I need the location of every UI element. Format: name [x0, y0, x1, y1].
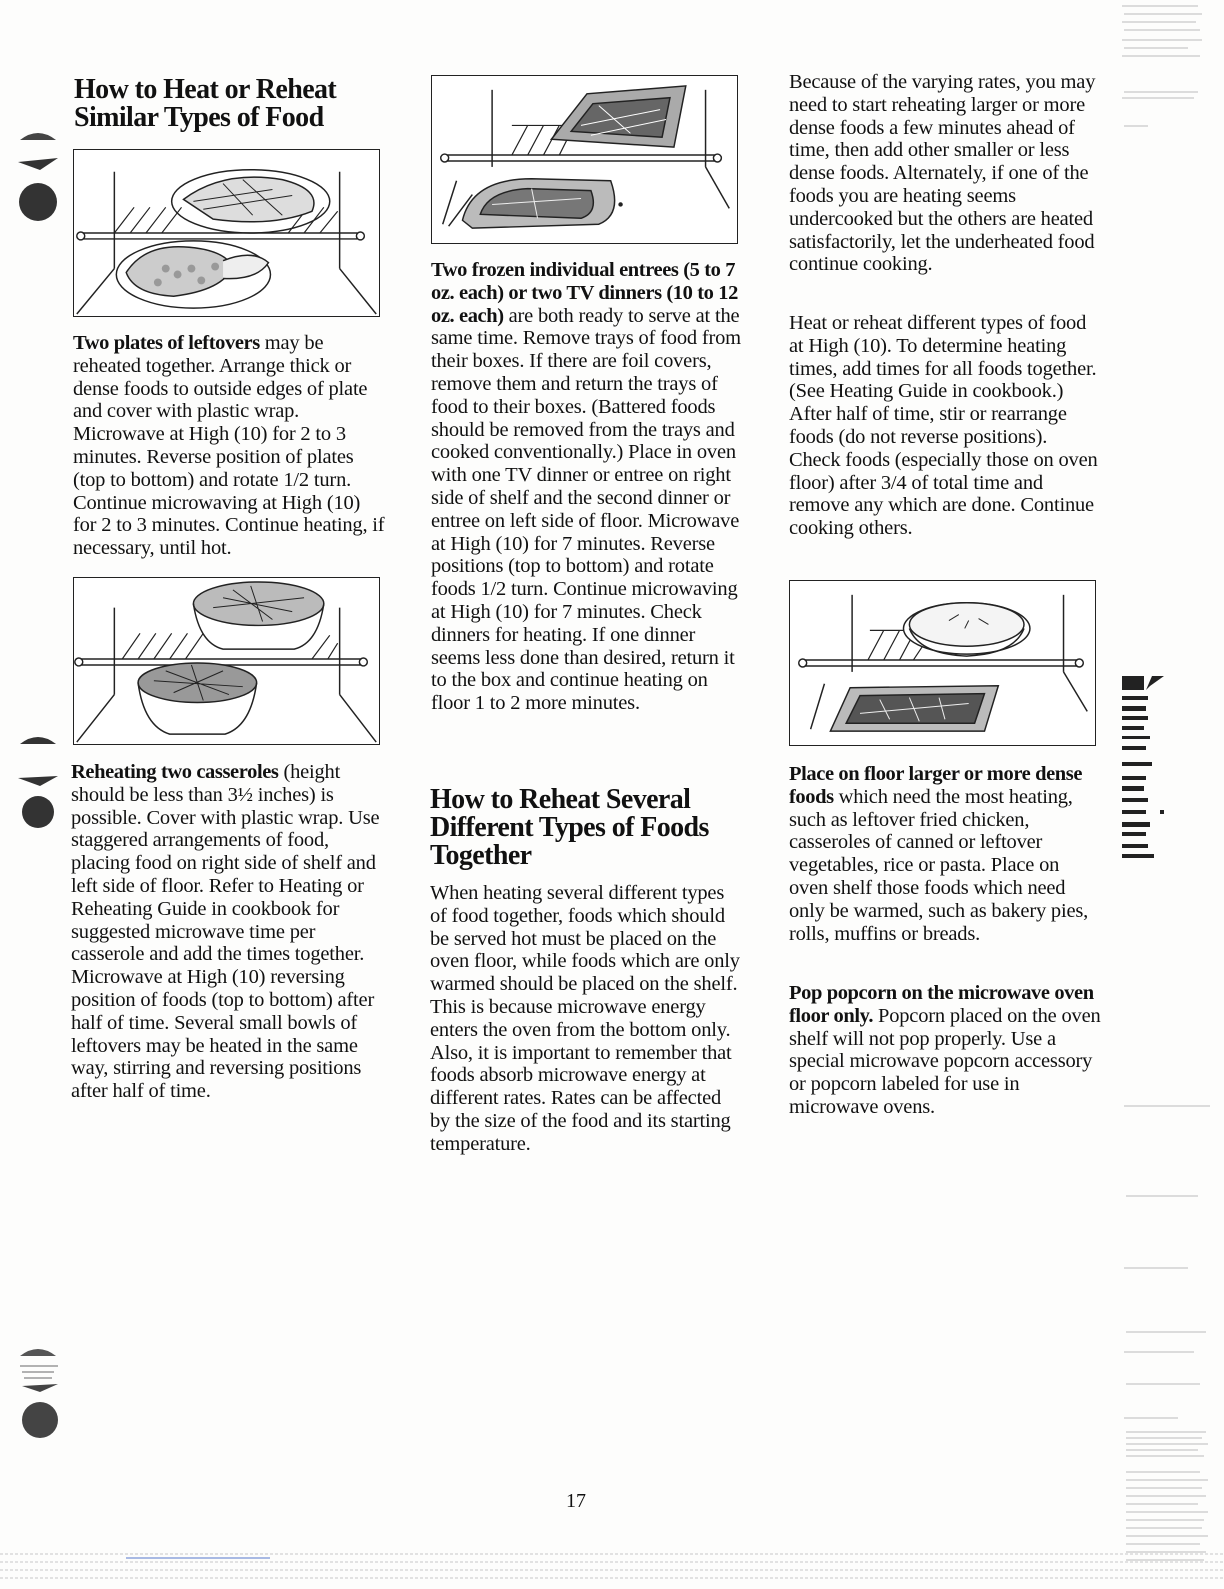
paragraph-two-casseroles: Reheating two casseroles (height should be less than 3½ inches) is possible. Cover with plastic wrap. Use staggered arrangements of food, placing food on right side of shelf and left side of floor. Refer to Heating or Reheating Guide in cookbook for suggested microwave time per casserole and add the times together. Microwave at High (10) reversing position of foods (top to bottom) after half of time. Several small bowls of leftovers may be heated in the same way, stirring and reversing positions after half of time. — [71, 761, 380, 1103]
right-edge-artifact-bottom — [1118, 1100, 1214, 1570]
binding-marks-bottom — [14, 1342, 64, 1442]
section-heading-similar-foods: How to Heat or Reheat Similar Types of Food — [74, 74, 337, 133]
illustration-tv-dinners — [431, 75, 738, 244]
paragraph-popcorn: Pop popcorn on the microwave oven floor only. Popcorn placed on the oven shelf will not pop properly. Use a special microwave popcorn accessory or popcorn labeled for use in microwave ovens. — [789, 982, 1101, 1118]
illustration-two-casseroles — [73, 577, 380, 745]
bottom-edge-artifact — [0, 1548, 1224, 1584]
paragraph-heat-different-types: Heat or reheat different types of food at High (10). To determine heating times, add times for all foods together. (See Heating Guide in cookbook.) After half of time, stir or rearrange foods (do not reverse positions). Check foods (especially those on oven floor) after 3/4 of total time and remove any which are done. Continue cooking others. — [789, 312, 1098, 540]
paragraph-two-plates: Two plates of leftovers may be reheated together. Arrange thick or dense foods to outside edges of plate and cover with plastic wrap. Microwave at High (10) for 2 to 3 minutes. Reverse position of plates (top to bottom) and rotate 1/2 turn. Continue microwaving at High (10) for 2 to 3 minutes. Continue heating, if necessary, until hot. — [73, 332, 385, 560]
binding-marks-middle — [16, 732, 62, 832]
paragraph-place-on-floor: Place on floor larger or more dense foods which need the most heating, such as leftover fried chicken, casseroles of canned or leftover vegetables, rice or pasta. Place on oven shelf those foods which need only be warmed, such as bakery pies, rolls, muffins or breads. — [789, 763, 1089, 945]
paragraph-different-foods: When heating several different types of food together, foods which should be served hot must be placed on the oven floor, while foods which are only warmed should be placed on the shelf. This is because microwave energy enters the oven from the bottom only. Also, it is important to remember that foods absorb microwave energy at different rates. Rates can be affected by the size of the food and its starting temperature. — [430, 882, 740, 1155]
paragraph-varying-rates: Because of the varying rates, you may need to start reheating larger or more dense foods a few minutes ahead of time, then add other smaller or less dense foods. Alternately, if one of the foods you are heating seems undercooked but the others are heated satisfactorily, let the underheated food continue cooking. — [789, 71, 1096, 276]
paragraph-tv-dinners: Two frozen individual entrees (5 to 7 oz. each) or two TV dinners (10 to 12 oz. each) are both ready to serve at the same time. Remove trays of food from their boxes. If there are foil covers, remove them and return the trays of food to their boxes. (Battered foods should be removed from the trays and cooked conventionally.) Place in oven with one TV dinner or entree on right side of shelf and the second dinner or entree on left side of floor. Microwave at High (10) for 7 minutes. Reverse positions (top to bottom) and rotate foods 1/2 turn. Continue microwaving at High (10) for 7 minutes. Check dinners for heating. If one dinner seems less done than desired, return it to the box and continue heating on floor 1 to 2 more minutes. — [431, 259, 741, 715]
right-edge-artifact-top — [1118, 0, 1208, 130]
section-heading-different-foods: How to Reheat Several Different Types of Foods Together — [430, 784, 709, 871]
illustration-two-plates — [73, 149, 380, 317]
page-number: 17 — [566, 1490, 586, 1512]
illustration-pie-and-dish — [789, 580, 1096, 746]
right-edge-index-marks — [1120, 672, 1170, 864]
binding-marks-top — [16, 128, 62, 228]
